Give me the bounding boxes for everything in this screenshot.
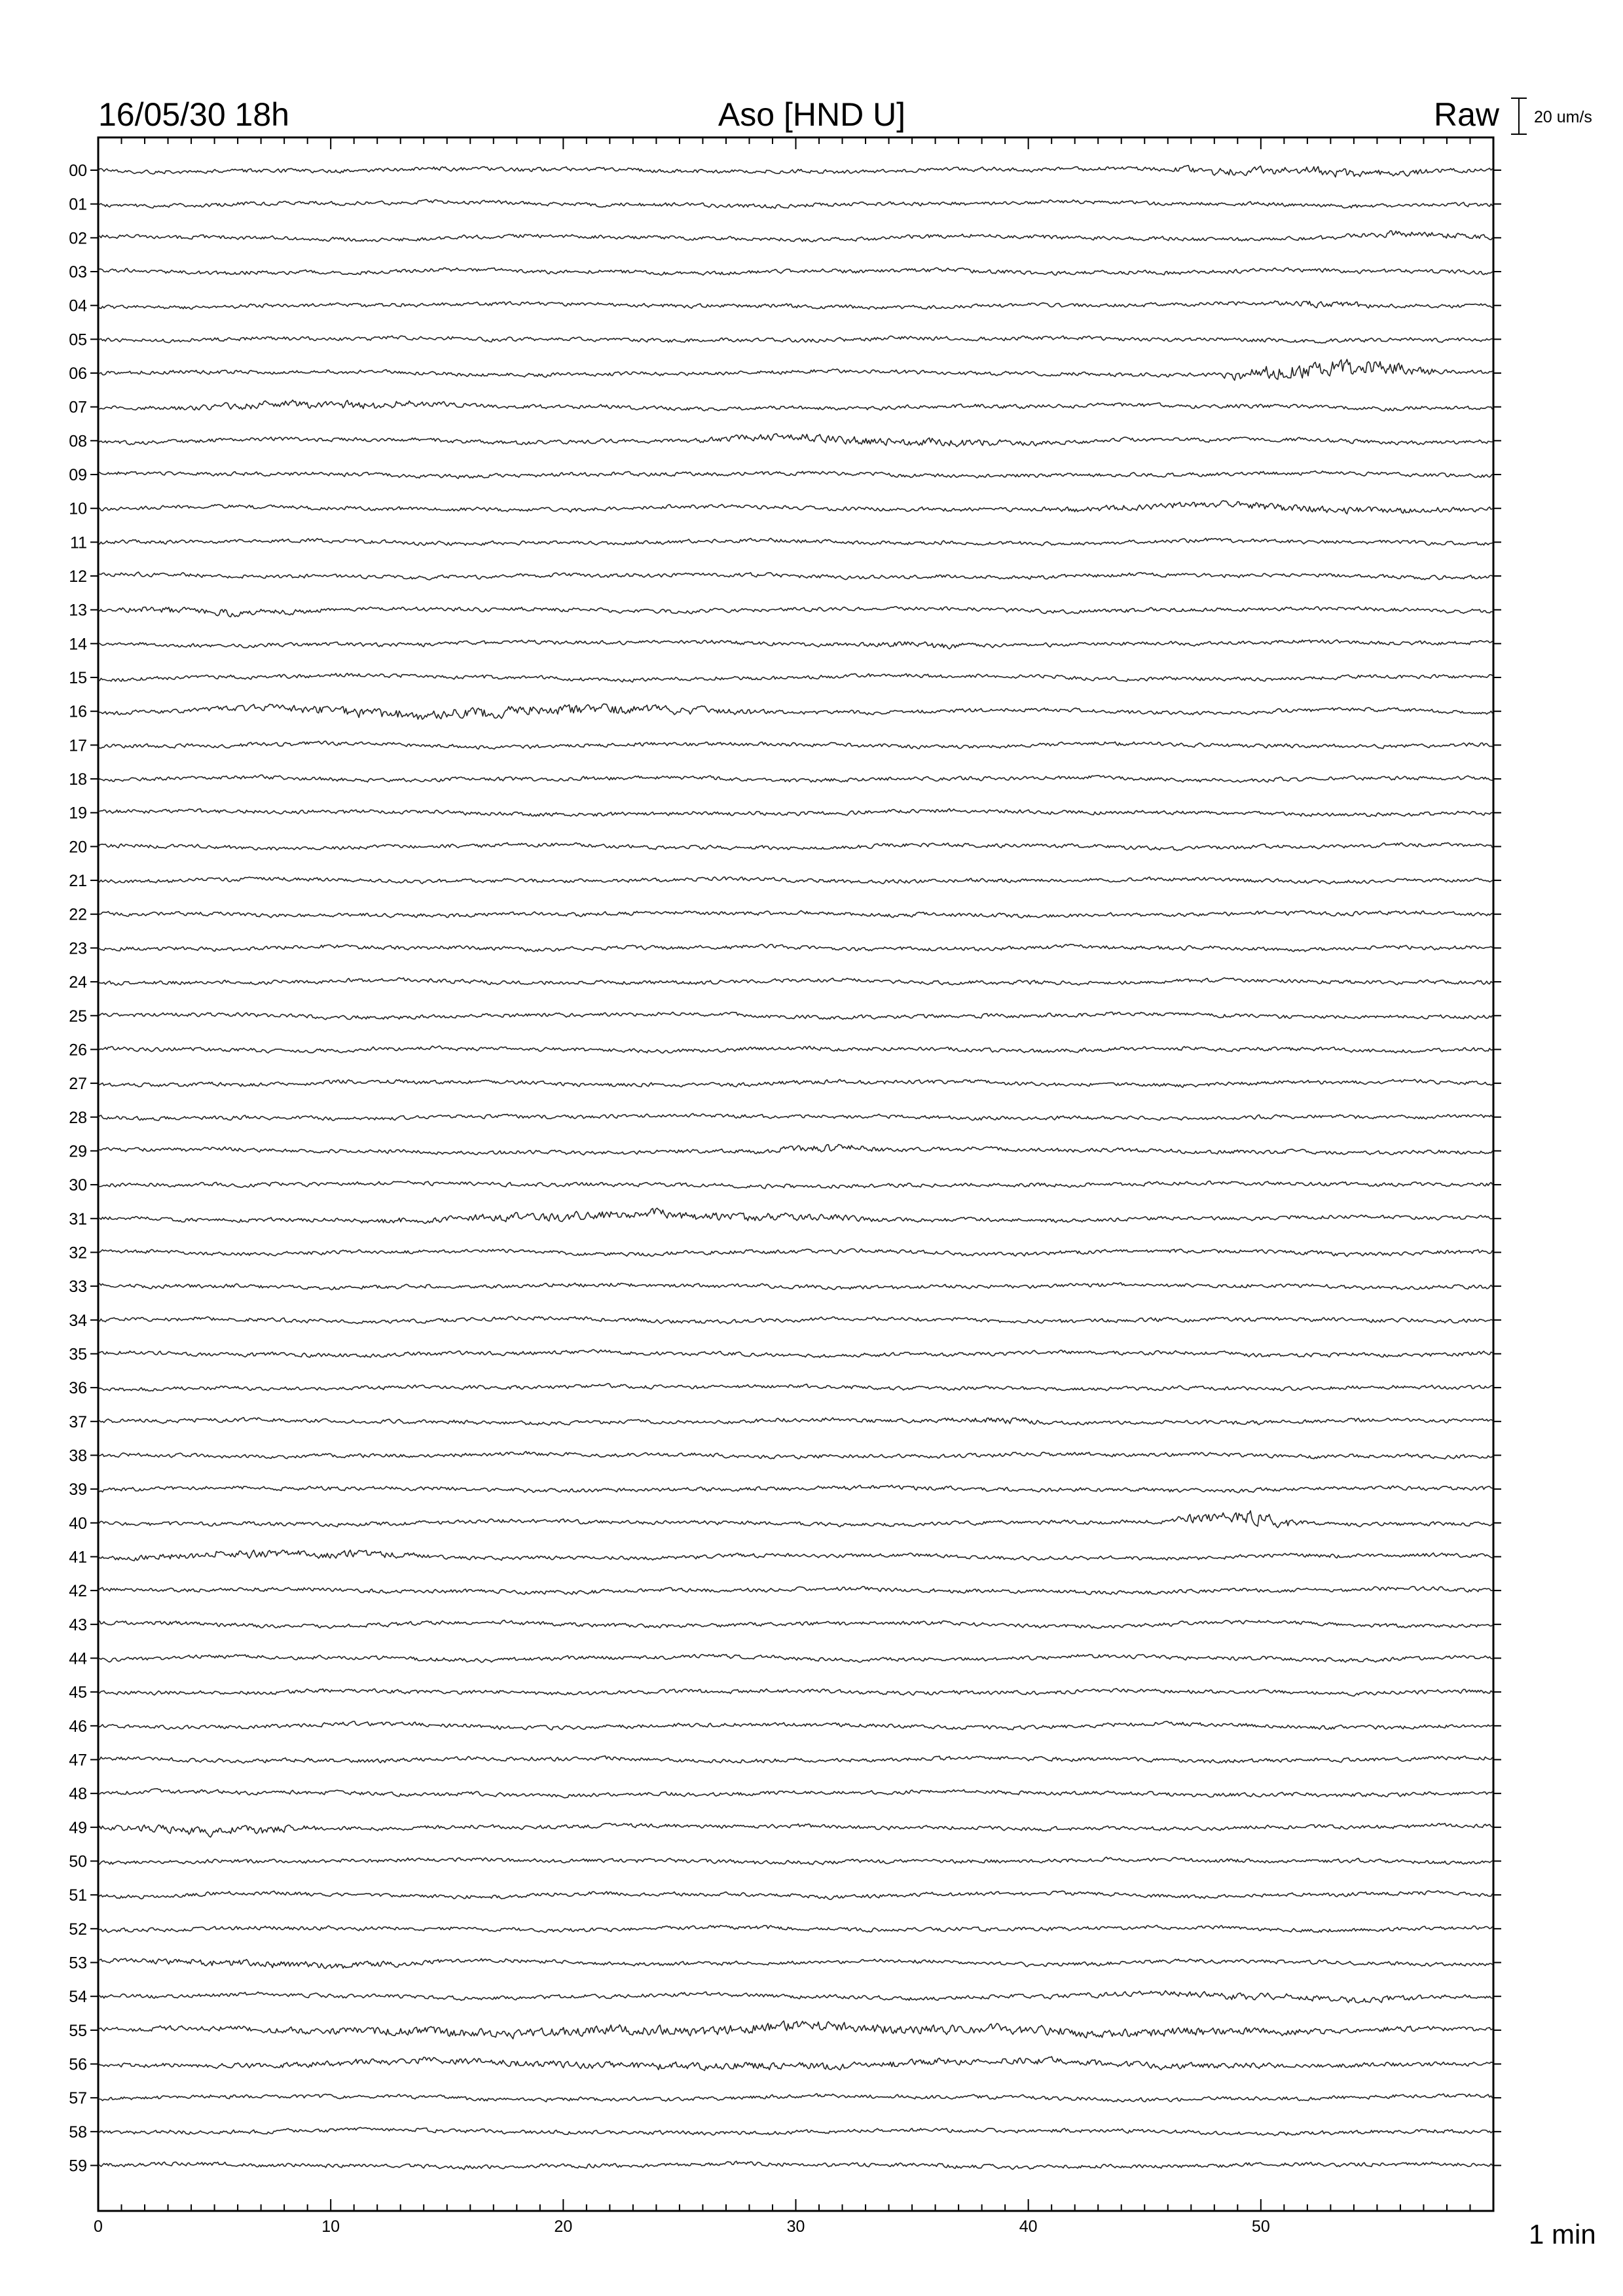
trace-line: [98, 1316, 1493, 1323]
row-label: 08: [69, 432, 87, 451]
data-mode-label: Raw: [1434, 96, 1500, 133]
trace-line: [98, 1721, 1493, 1730]
row-label: 31: [69, 1210, 87, 1229]
row-label: 51: [69, 1886, 87, 1905]
row-label: 06: [69, 365, 87, 384]
trace-line: [98, 1181, 1493, 1189]
trace-line: [98, 1620, 1493, 1628]
row-label: 29: [69, 1142, 87, 1161]
row-label: 35: [69, 1345, 87, 1364]
trace-line: [98, 538, 1493, 545]
trace-line: [98, 910, 1493, 918]
trace-line: [98, 843, 1493, 851]
row-label: 03: [69, 263, 87, 282]
trace-line: [98, 1485, 1493, 1492]
trace-line: [98, 2161, 1493, 2170]
trace-line: [98, 1857, 1493, 1865]
row-label: 47: [69, 1751, 87, 1770]
trace-line: [98, 1689, 1493, 1696]
row-label: 45: [69, 1683, 87, 1702]
row-label: 59: [69, 2157, 87, 2176]
trace-line: [98, 1958, 1493, 1968]
trace-line: [98, 1655, 1493, 1662]
row-label: 48: [69, 1785, 87, 1804]
row-label: 05: [69, 331, 87, 350]
row-label: 44: [69, 1649, 87, 1668]
trace-line: [98, 2021, 1493, 2039]
trace-line: [98, 336, 1493, 343]
trace-line: [98, 978, 1493, 985]
trace-line: [98, 471, 1493, 479]
row-label: 23: [69, 939, 87, 958]
trace-line: [98, 809, 1493, 817]
row-label: 41: [69, 1548, 87, 1567]
row-label: 17: [69, 736, 87, 755]
trace-line: [98, 231, 1493, 242]
trace-line: [98, 1418, 1493, 1426]
trace-line: [98, 434, 1493, 447]
trace-line: [98, 301, 1493, 310]
row-label: 01: [69, 195, 87, 214]
row-label: 28: [69, 1108, 87, 1127]
trace-line: [98, 1145, 1493, 1155]
trace-line: [98, 1350, 1493, 1357]
trace-line: [98, 2094, 1493, 2102]
row-label: 56: [69, 2055, 87, 2074]
trace-line: [98, 704, 1493, 719]
trace-line: [98, 268, 1493, 275]
trace-line: [98, 359, 1493, 380]
row-label: 53: [69, 1954, 87, 1973]
row-label: 20: [69, 838, 87, 857]
row-label: 30: [69, 1176, 87, 1195]
row-label: 42: [69, 1582, 87, 1601]
x-tick-label: 40: [1019, 2217, 1038, 2236]
row-label: 21: [69, 872, 87, 891]
trace-line: [98, 1756, 1493, 1763]
amplitude-scale-label: 20 um/s: [1534, 108, 1592, 126]
x-tick-label: 50: [1251, 2217, 1270, 2236]
trace-line: [98, 501, 1493, 514]
trace-line: [98, 1550, 1493, 1560]
trace-line: [98, 1208, 1493, 1224]
row-label: 02: [69, 229, 87, 248]
trace-line: [98, 1046, 1493, 1053]
row-label: 07: [69, 398, 87, 417]
row-label: 40: [69, 1514, 87, 1533]
row-label: 32: [69, 1244, 87, 1263]
trace-line: [98, 1926, 1493, 1933]
trace-line: [98, 877, 1493, 884]
station-title: Aso [HND U]: [718, 96, 906, 133]
row-label: 14: [69, 635, 87, 654]
row-label: 10: [69, 499, 87, 518]
trace-line: [98, 1452, 1493, 1460]
row-label: 13: [69, 601, 87, 620]
trace-line: [98, 1991, 1493, 2003]
trace-line: [98, 2056, 1493, 2070]
trace-line: [98, 1823, 1493, 1837]
row-label: 38: [69, 1446, 87, 1465]
row-label: 25: [69, 1007, 87, 1026]
trace-line: [98, 775, 1493, 782]
row-label: 50: [69, 1852, 87, 1871]
trace-line: [98, 640, 1493, 649]
row-label: 33: [69, 1278, 87, 1297]
row-label: 37: [69, 1412, 87, 1431]
row-label: 00: [69, 162, 87, 180]
trace-line: [98, 1789, 1493, 1798]
trace-line: [98, 607, 1493, 617]
trace-line: [98, 1012, 1493, 1019]
row-label: 22: [69, 905, 87, 924]
row-label: 49: [69, 1818, 87, 1837]
row-label: 12: [69, 567, 87, 586]
trace-line: [98, 1511, 1493, 1528]
row-label: 24: [69, 973, 87, 992]
row-label: 11: [70, 533, 87, 552]
row-label: 26: [69, 1041, 87, 1060]
row-label: 46: [69, 1717, 87, 1736]
row-label: 34: [69, 1311, 87, 1330]
row-label: 09: [69, 466, 87, 485]
row-label: 52: [69, 1920, 87, 1939]
trace-line: [98, 200, 1493, 208]
trace-line: [98, 166, 1493, 177]
row-label: 55: [69, 2021, 87, 2040]
row-label: 54: [69, 1988, 87, 2007]
row-label: 57: [69, 2089, 87, 2108]
trace-line: [98, 1283, 1493, 1290]
row-label: 43: [69, 1615, 87, 1634]
trace-line: [98, 1891, 1493, 1899]
trace-line: [98, 1384, 1493, 1391]
x-tick-label: 30: [786, 2217, 805, 2236]
x-tick-label: 20: [554, 2217, 573, 2236]
trace-line: [98, 572, 1493, 580]
trace-line: [98, 400, 1493, 411]
trace-line: [98, 1249, 1493, 1257]
row-label: 19: [69, 804, 87, 823]
row-label: 04: [69, 296, 87, 315]
trace-line: [98, 673, 1493, 683]
row-label: 58: [69, 2123, 87, 2142]
trace-line: [98, 1079, 1493, 1087]
row-label: 39: [69, 1480, 87, 1499]
trace-line: [98, 741, 1493, 749]
x-tick-label: 0: [94, 2217, 103, 2236]
row-label: 36: [69, 1379, 87, 1398]
x-tick-label: 10: [321, 2217, 340, 2236]
plot-date-label: 16/05/30 18h: [98, 96, 289, 133]
row-label: 16: [69, 702, 87, 721]
trace-line: [98, 944, 1493, 952]
x-axis-unit-label: 1 min: [1529, 2219, 1596, 2250]
row-label: 27: [69, 1075, 87, 1094]
row-label: 15: [69, 669, 87, 688]
plot-frame: [98, 137, 1493, 2211]
trace-line: [98, 2127, 1493, 2136]
trace-line: [98, 1113, 1493, 1121]
row-label: 18: [69, 770, 87, 789]
trace-line: [98, 1587, 1493, 1594]
